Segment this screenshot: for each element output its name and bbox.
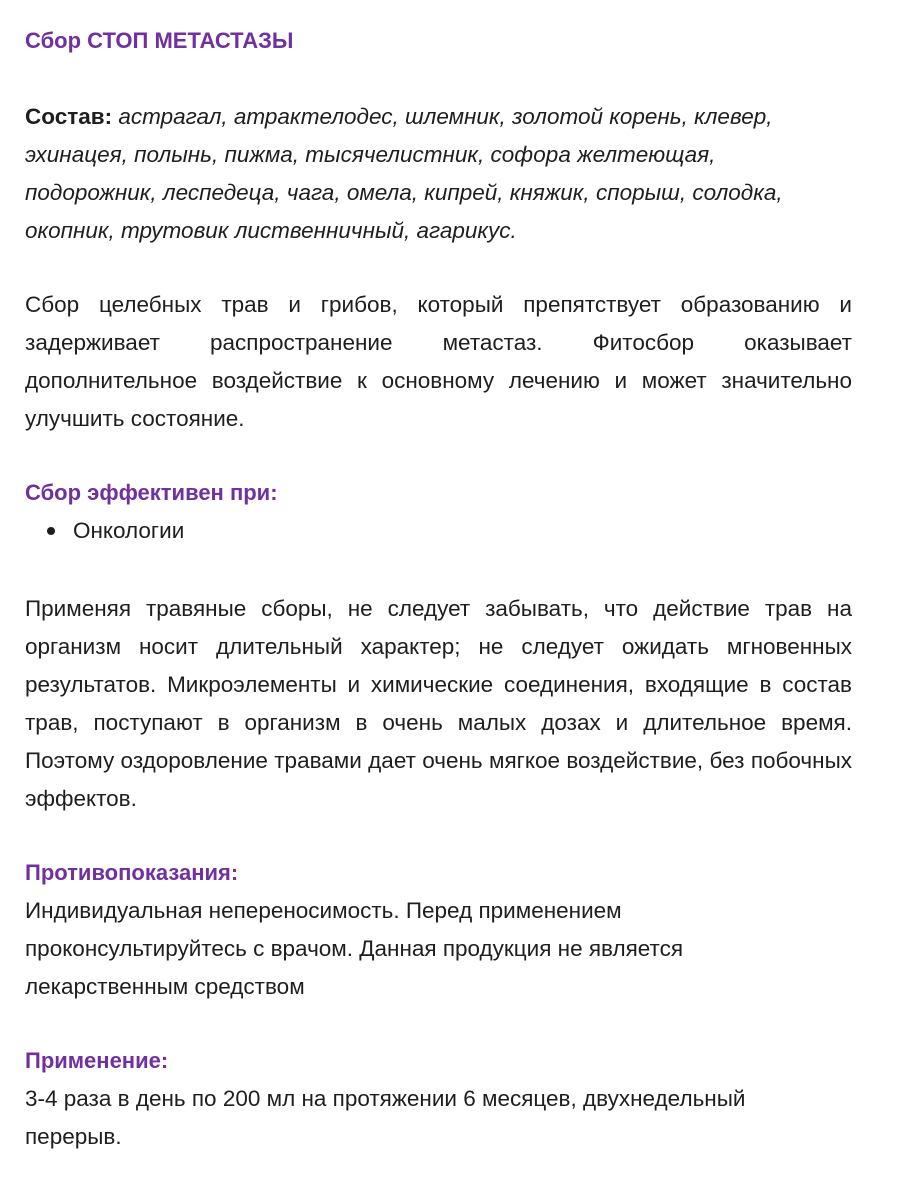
usage-note-paragraph: Применяя травяные сборы, не следует забывать, что действие трав на организм носит длительный характер; не следует ожидать мгновенных результатов. Микроэлементы и химические соединения, входящие в состав трав, поступают в организм в очень малых дозах и длительное время. Поэтому оздоровление травами дает очень мягкое воздействие, без побочных эффектов. [25,596,852,811]
spacer [25,60,852,98]
application-text: 3-4 раза в день по 200 мл на протяжении 6 месяцев, двухнедельный перерыв. [25,1086,746,1149]
composition-ingredients: астрагал, атрактелодес, шлемник, золотой корень, клевер, эхинацея, полынь, пижма, тысячелистник, софора желтеющая, подорожник, леспедеца, чага, омела, кипрей, княжик, спорыш, солодка, окопник, трутовик лиственничный, агарикус. [25,104,783,243]
bullet-icon [47,527,55,535]
effective-list-item [47,512,852,550]
spacer [25,250,852,286]
effective-heading: Сбор эффективен при: [25,480,278,505]
contraindications-heading: Противопоказания: [25,860,239,885]
spacer [25,550,852,590]
document-page [25,22,852,1156]
effective-item-label: Онкологии [73,518,185,543]
composition-paragraph [25,98,845,250]
description-paragraph: Сбор целебных трав и грибов, который препятствует образованию и задерживает распространение метастаз. Фитосбор оказывает дополнительное воздействие к основному лечению и может значительно улучшить состояние. [25,292,852,431]
spacer [25,1006,852,1042]
spacer [25,818,852,854]
composition-label: Состав: [25,104,113,129]
effective-list [25,512,852,550]
spacer [25,438,852,474]
document-title: Сбор СТОП МЕТАСТАЗЫ [25,28,294,53]
contraindications-text: Индивидуальная непереносимость. Перед применением проконсультируйтесь с врачом. Данная продукция не является лекарственным средством [25,898,684,999]
application-heading: Применение: [25,1048,169,1073]
